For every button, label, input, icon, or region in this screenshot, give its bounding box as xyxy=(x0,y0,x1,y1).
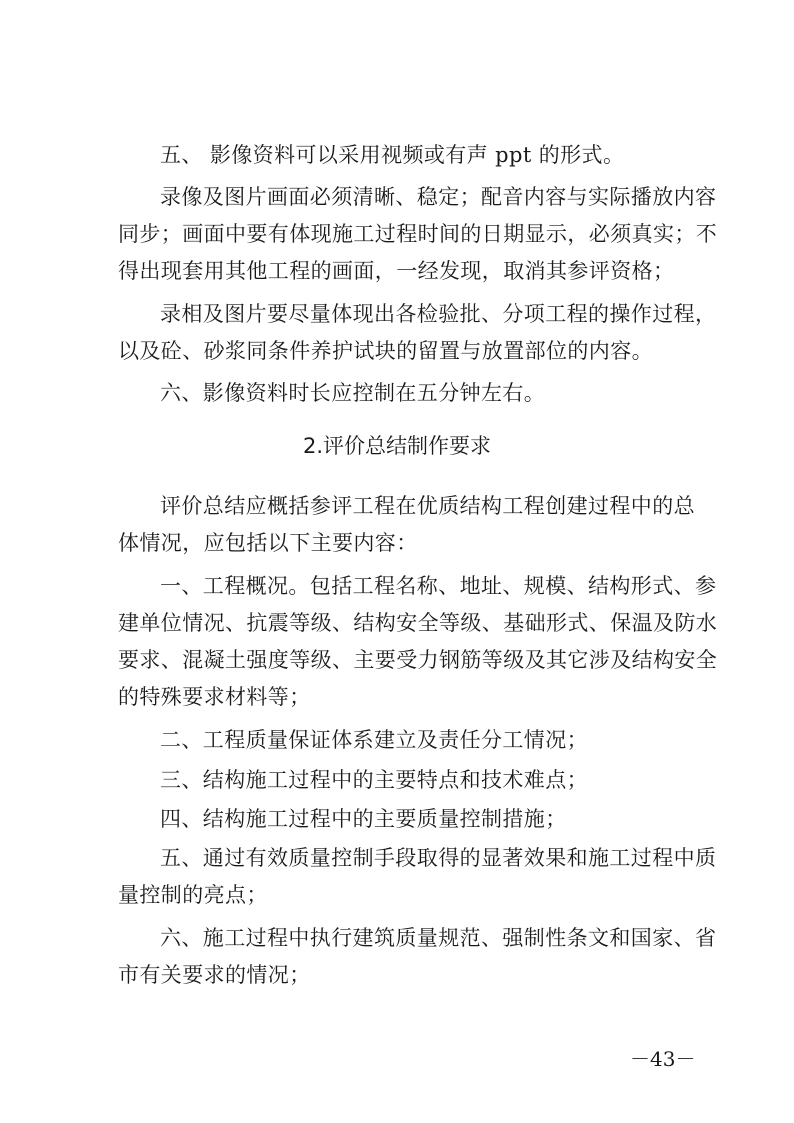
list-item-line: 市有关要求的情况； xyxy=(118,963,311,987)
list-item-line: 三、结构施工过程中的主要特点和技术难点； xyxy=(160,768,588,792)
list-item-line: 二、工程质量保证体系建立及责任分工情况； xyxy=(160,728,588,752)
list-item-line: 五、通过有效质量控制手段取得的显著效果和施工过程中质 xyxy=(160,846,717,870)
intro-line: 体情况，应包括以下主要内容： xyxy=(118,531,418,555)
list-item-line: 要求、混凝土强度等级、主要受力钢筋等级及其它涉及结构安全 xyxy=(118,648,718,672)
paragraph-line: 得出现套用其他工程的画面，一经发现，取消其参评资格； xyxy=(118,259,675,283)
paragraph-line: 以及砼、砂浆同条件养护试块的留置与放置部位的内容。 xyxy=(118,339,653,363)
paragraph-line: 同步；画面中要有体现施工过程时间的日期显示，必须真实；不 xyxy=(118,222,718,246)
item-6-line: 六、影像资料时长应控制在五分钟左右。 xyxy=(160,381,546,405)
item-5-title: 五、 影像资料可以采用视频或有声 ppt 的形式。 xyxy=(160,143,625,167)
list-item-line: 一、工程概况。包括工程名称、地址、规模、结构形式、参 xyxy=(160,574,717,598)
paragraph-line: 录像及图片画面必须清晰、稳定；配音内容与实际播放内容 xyxy=(160,185,717,209)
list-item-line: 六、施工过程中执行建筑质量规范、强制性条文和国家、省 xyxy=(160,926,717,950)
list-item-line: 建单位情况、抗震等级、结构安全等级、基础形式、保温及防水 xyxy=(118,611,718,635)
list-item-line: 四、结构施工过程中的主要质量控制措施； xyxy=(160,807,567,831)
intro-line: 评价总结应概括参评工程在优质结构工程创建过程中的总 xyxy=(160,494,695,518)
list-item-line: 的特殊要求材料等； xyxy=(118,685,311,709)
list-item-line: 量控制的亮点； xyxy=(118,883,268,907)
section-heading: 2.评价总结制作要求 xyxy=(302,434,492,458)
paragraph-line: 录相及图片要尽量体现出各检验批、分项工程的操作过程， xyxy=(160,302,717,326)
page-number: －43－ xyxy=(630,1047,696,1071)
